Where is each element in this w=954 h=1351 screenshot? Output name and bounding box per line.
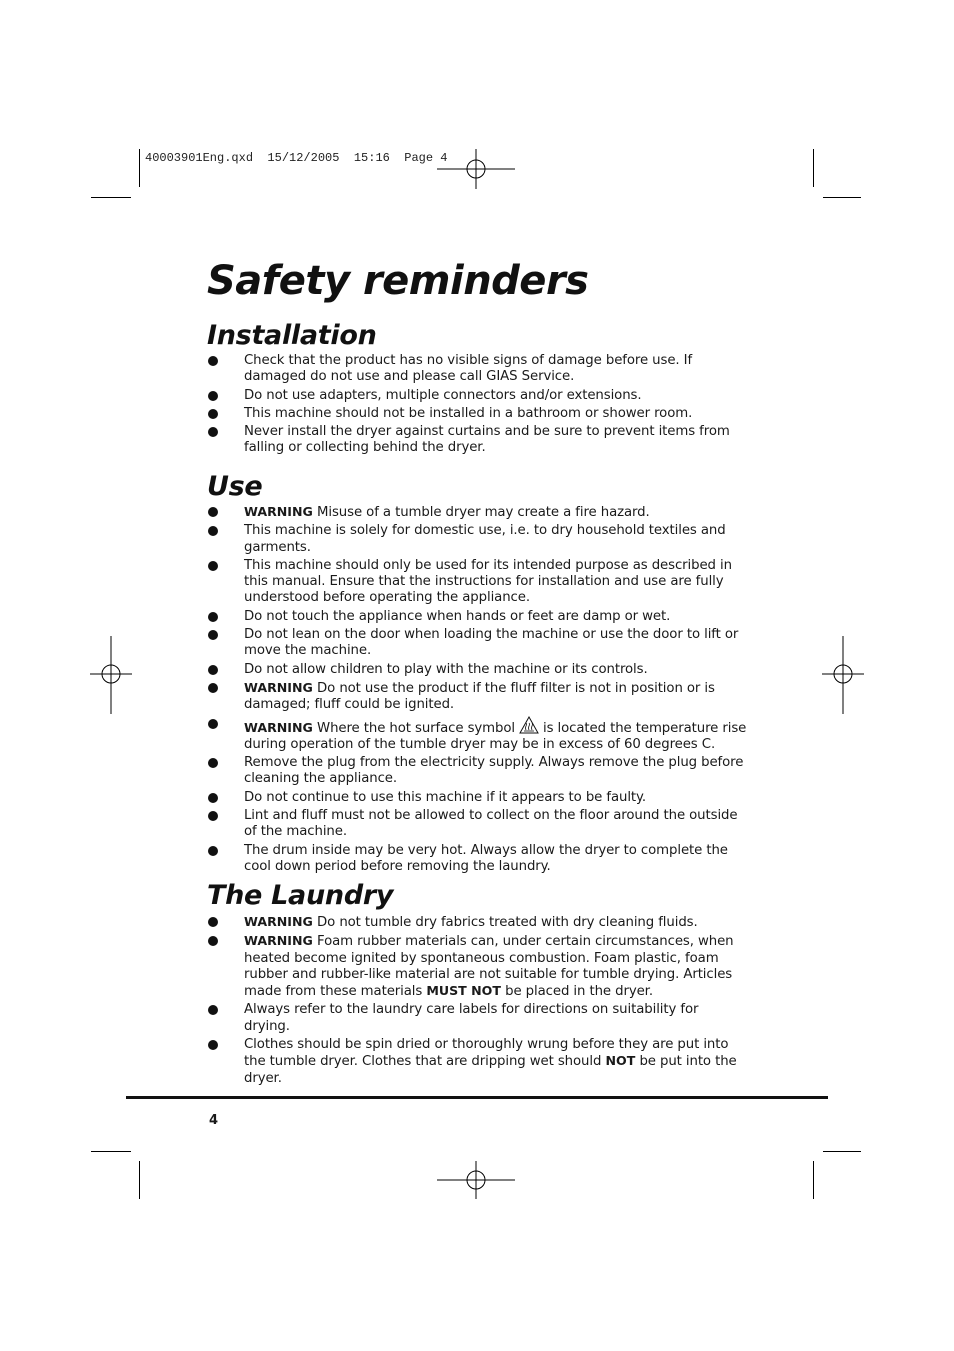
item-text: be put into the dryer. bbox=[244, 1054, 737, 1086]
warning-label: WARNING bbox=[244, 914, 313, 929]
installation-list bbox=[207, 353, 747, 459]
registration-mark-top bbox=[437, 149, 517, 189]
list-item bbox=[207, 933, 747, 1000]
warning-label: WARNING bbox=[244, 679, 313, 695]
crop-mark-tl-v bbox=[139, 149, 140, 187]
list-item bbox=[207, 1037, 747, 1087]
list-item: This machine is solely for domestic use, i.e. to dry household textiles and garments. bbox=[207, 523, 747, 556]
list-item bbox=[207, 914, 747, 931]
section-title-laundry: The Laundry bbox=[207, 880, 394, 911]
registration-mark-right bbox=[822, 636, 864, 714]
list-item: Lint and fluff must not be allowed to collect on the floor around the outside of the machine. bbox=[207, 808, 747, 841]
emphasis-text: NOT bbox=[605, 1053, 636, 1069]
footer-rule bbox=[126, 1096, 828, 1099]
list-item: Remove the plug from the electricity supply. Always remove the plug before cleaning the appliance. bbox=[207, 755, 747, 788]
list-item: Do not touch the appliance when hands or feet are damp or wet. bbox=[207, 609, 747, 625]
item-text: Do not tumble dry fabrics treated with dry cleaning fluids. bbox=[317, 915, 698, 930]
crop-mark-bl-h bbox=[91, 1151, 131, 1152]
crop-mark-tl-h bbox=[91, 197, 131, 198]
page-number: 4 bbox=[209, 1113, 219, 1128]
item-text: Clothes should be spin dried or thoroughly wrung before they are put into the tumble dryer. Clothes that are dripping wet should bbox=[244, 1037, 729, 1070]
list-item: Check that the product has no visible signs of damage before use. If damaged do not use and please call GIAS Service. bbox=[207, 353, 747, 386]
item-text: Where the hot surface symbol bbox=[317, 720, 515, 736]
warning-label: WARNING bbox=[244, 933, 313, 949]
warning-label: WARNING bbox=[244, 719, 313, 735]
list-item bbox=[207, 716, 747, 754]
page-title: Safety reminders bbox=[207, 258, 589, 304]
list-item: Always refer to the laundry care labels for directions on suitability for drying. bbox=[207, 1002, 747, 1035]
registration-mark-left bbox=[90, 636, 132, 714]
item-text: Foam rubber materials can, under certain circumstances, when heated become ignited by spontaneous combustion. Foam plastic, foam rubber and rubber-like material are not suitable for tumble drying. Articles made from these materials bbox=[244, 934, 734, 1000]
laundry-list bbox=[207, 914, 747, 1089]
list-item bbox=[207, 680, 747, 714]
item-text: Do not use the product if the fluff filter is not in position or is damaged; fluff could be ignited. bbox=[244, 680, 715, 713]
crop-mark-tr-v bbox=[813, 149, 814, 187]
list-item: Do not continue to use this machine if it appears to be faulty. bbox=[207, 790, 747, 806]
list-item: This machine should not be installed in a bathroom or shower room. bbox=[207, 406, 747, 422]
list-item: Never install the dryer against curtains and be sure to prevent items from falling or collecting behind the dryer. bbox=[207, 424, 747, 457]
crop-mark-br-h bbox=[823, 1151, 861, 1152]
list-item: Do not use adapters, multiple connectors and/or extensions. bbox=[207, 388, 747, 404]
use-list bbox=[207, 504, 747, 877]
crop-mark-tr-h bbox=[823, 197, 861, 198]
item-text: be placed in the dryer. bbox=[505, 984, 653, 1000]
crop-mark-bl-v bbox=[139, 1161, 140, 1199]
list-item: The drum inside may be very hot. Always allow the dryer to complete the cool down period before removing the laundry. bbox=[207, 843, 747, 876]
list-item: Do not allow children to play with the machine or its controls. bbox=[207, 662, 747, 678]
registration-mark-bottom bbox=[437, 1161, 517, 1201]
list-item bbox=[207, 504, 747, 521]
printer-slug: 40003901Eng.qxd 15/12/2005 15:16 Page 4 bbox=[145, 151, 448, 165]
section-title-installation: Installation bbox=[207, 320, 377, 351]
list-item: Do not lean on the door when loading the machine or use the door to lift or move the machine. bbox=[207, 627, 747, 660]
warning-label: WARNING bbox=[244, 504, 313, 519]
item-text: is located the temperature rise during operation of the tumble dryer may be in excess of 60 degrees C. bbox=[244, 720, 747, 752]
emphasis-text: MUST NOT bbox=[426, 983, 501, 999]
item-text: Misuse of a tumble dryer may create a fire hazard. bbox=[317, 505, 650, 520]
hot-surface-warning-icon bbox=[519, 716, 539, 734]
crop-mark-br-v bbox=[813, 1161, 814, 1199]
section-title-use: Use bbox=[207, 471, 263, 502]
list-item: This machine should only be used for its intended purpose as described in this manual. Ensure that the instructions for installation and use are fully understood before operating the appliance. bbox=[207, 558, 747, 607]
